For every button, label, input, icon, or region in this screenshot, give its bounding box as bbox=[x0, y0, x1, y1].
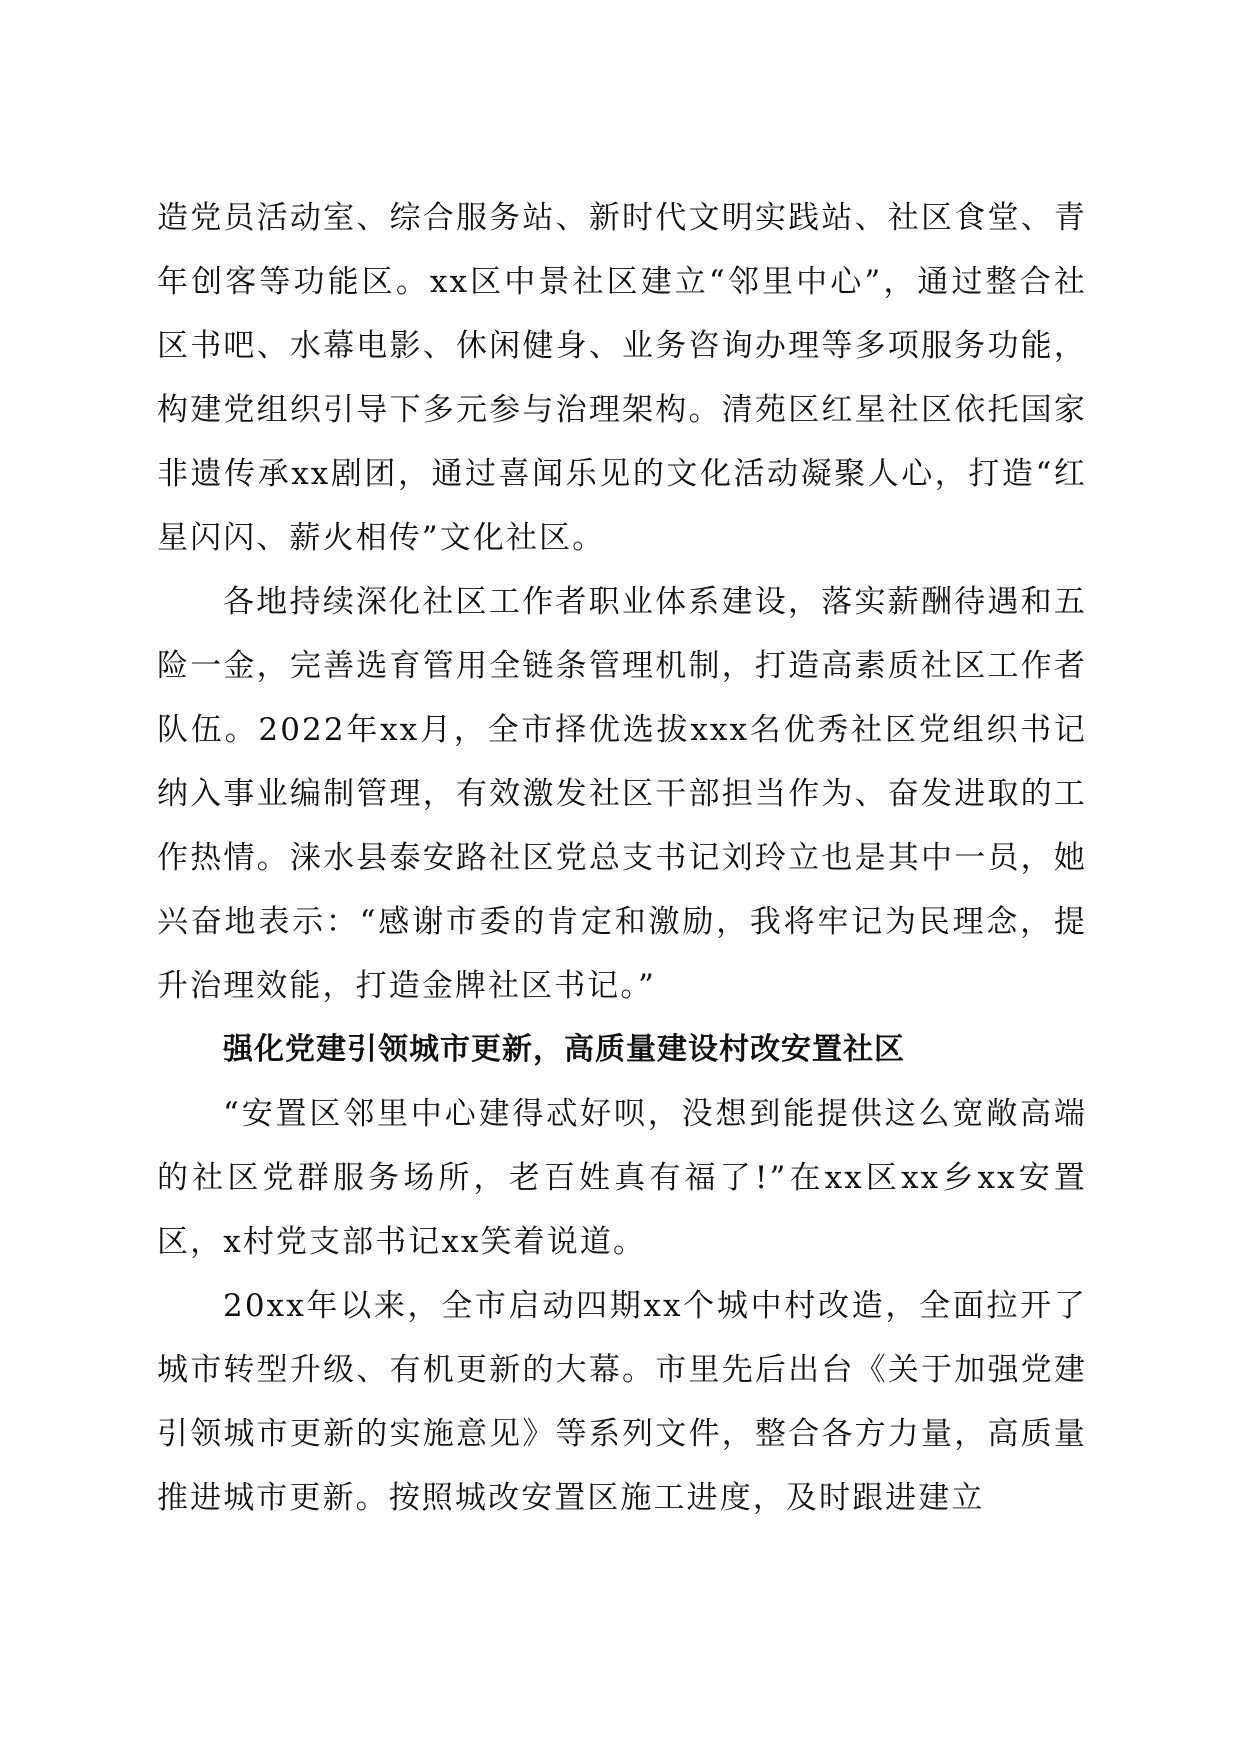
paragraph-urban-renewal: 20xx年以来，全市启动四期xx个城中村改造，全面拉开了城市转型升级、有机更新的大幕。市里先后出台《关于加强党建引领城市更新的实施意见》等系列文件，整合各方力量，高质量推进城市更新。按照城改安置区施工进度，及时跟进建立 bbox=[157, 1288, 1087, 1516]
section-heading: 强化党建引领城市更新，高质量建设村改安置社区 bbox=[223, 1032, 905, 1067]
paragraph-quote: “安置区邻里中心建得忒好呗，没想到能提供这么宽敞高端的社区党群服务场所，老百姓真有福了!”在xx区xx乡xx安置区，x村党支部书记xx笑着说道。 bbox=[157, 1096, 1087, 1260]
paragraph-continuation: 造党员活动室、综合服务站、新时代文明实践站、社区食堂、青年创客等功能区。xx区中景社区建立“邻里中心”，通过整合社区书吧、水幕电影、休闲健身、业务咨询办理等多项服务功能，构建党组织引导下多元参与治理架构。清苑区红星社区依托国家非遗传承xx剧团，通过喜闻乐见的文化活动凝聚人心，打造“红星闪闪、薪火相传”文化社区。 bbox=[157, 200, 1087, 556]
paragraph-community-workers: 各地持续深化社区工作者职业体系建设，落实薪酬待遇和五险一金，完善选育管用全链条管理机制，打造高素质社区工作者队伍。2022年xx月，全市择优选拔xxx名优秀社区党组织书记纳入事业编制管理，有效激发社区干部担当作为、奋发进取的工作热情。涞水县泰安路社区党总支书记刘玲立也是其中一员，她兴奋地表示：“感谢市委的肯定和激励，我将牢记为民理念，提升治理效能，打造金牌社区书记。” bbox=[157, 584, 1087, 1004]
document-body bbox=[157, 186, 1087, 1530]
